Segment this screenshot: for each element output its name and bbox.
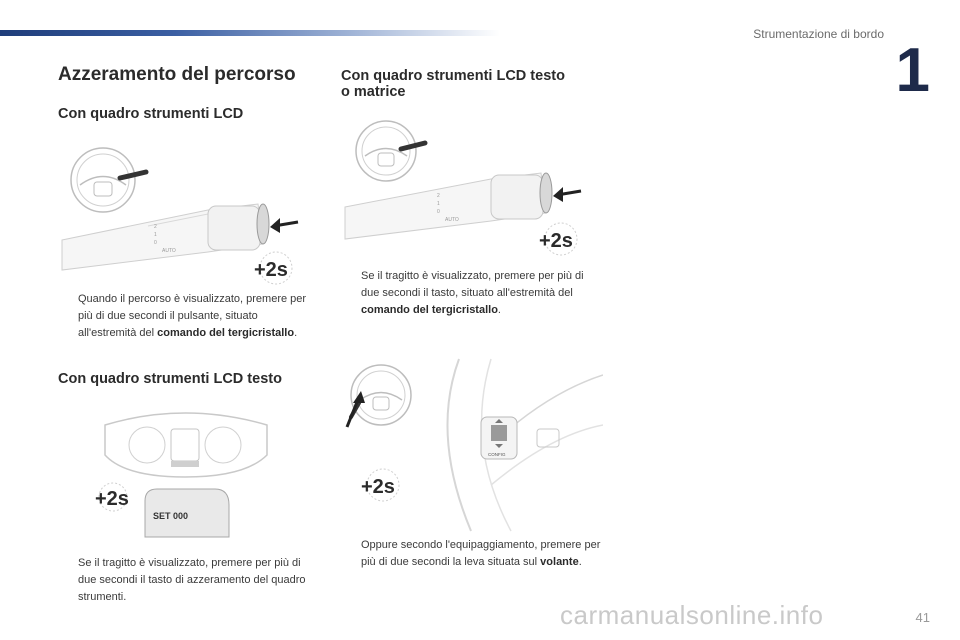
heading-lcd: Con quadro strumenti LCD (58, 106, 244, 122)
instrument-cluster-figure (95, 405, 275, 545)
press-duration-label: +2s (95, 488, 129, 510)
stalk-figure-lcd (58, 140, 308, 285)
config-button-icon (491, 425, 507, 441)
press-duration-label: +2s (361, 476, 395, 498)
instruction-steering-lever: Oppure secondo l'equipaggiamento, premere per più di due secondi la leva situata sul volante. (361, 539, 601, 568)
header-accent-bar (0, 30, 500, 36)
stalk-mark-1: 1 (154, 232, 157, 238)
stalk-mark-2: 2 (437, 193, 440, 199)
stalk-mark-0: 0 (154, 240, 157, 246)
set-button-label: SET 000 (153, 511, 189, 521)
press-duration-label: +2s (254, 259, 288, 281)
instruction-lcd-text: Se il tragitto è visualizzato, premere per più di due secondi il tasto di azzeramento del quadro strumenti. (78, 557, 306, 603)
stalk-mark-0: 0 (437, 209, 440, 215)
reset-button-icon (171, 461, 199, 467)
section-title: Strumentazione di bordo (753, 27, 884, 41)
stalk-figure-matrix (341, 115, 591, 260)
instruction-lcd-matrix: Se il tragitto è visualizzato, premere per più di due secondi il tasto, situato all'estremità del comando del tergicristallo. (361, 270, 584, 316)
wiper-stalk-icon (345, 173, 552, 239)
steering-lever-figure (341, 355, 603, 535)
heading-lcd-text: Con quadro strumenti LCD testo (58, 371, 282, 387)
stalk-mark-2: 2 (154, 224, 157, 230)
stalk-mark-1: 1 (437, 201, 440, 207)
instruction-lcd: Quando il percorso è visualizzato, premere per più di due secondi il pulsante, situato all'estremità del comando del tergicristallo. (78, 293, 307, 339)
stalk-mark-auto: AUTO (445, 217, 459, 223)
page-title: Azzeramento del percorso (58, 64, 296, 85)
chapter-number: 1 (895, 36, 930, 105)
heading-lcd-matrix: Con quadro strumenti LCD testo o matrice (341, 68, 565, 100)
steering-wheel-icon (356, 121, 425, 181)
wiper-stalk-icon (62, 204, 269, 270)
stalk-mark-auto: AUTO (162, 248, 176, 254)
press-duration-label: +2s (539, 230, 573, 252)
config-label: CONFIG (488, 452, 506, 457)
page-number: 41 (915, 610, 930, 625)
watermark: carmanualsonline.info (560, 600, 824, 630)
steering-wheel-icon (71, 148, 146, 212)
